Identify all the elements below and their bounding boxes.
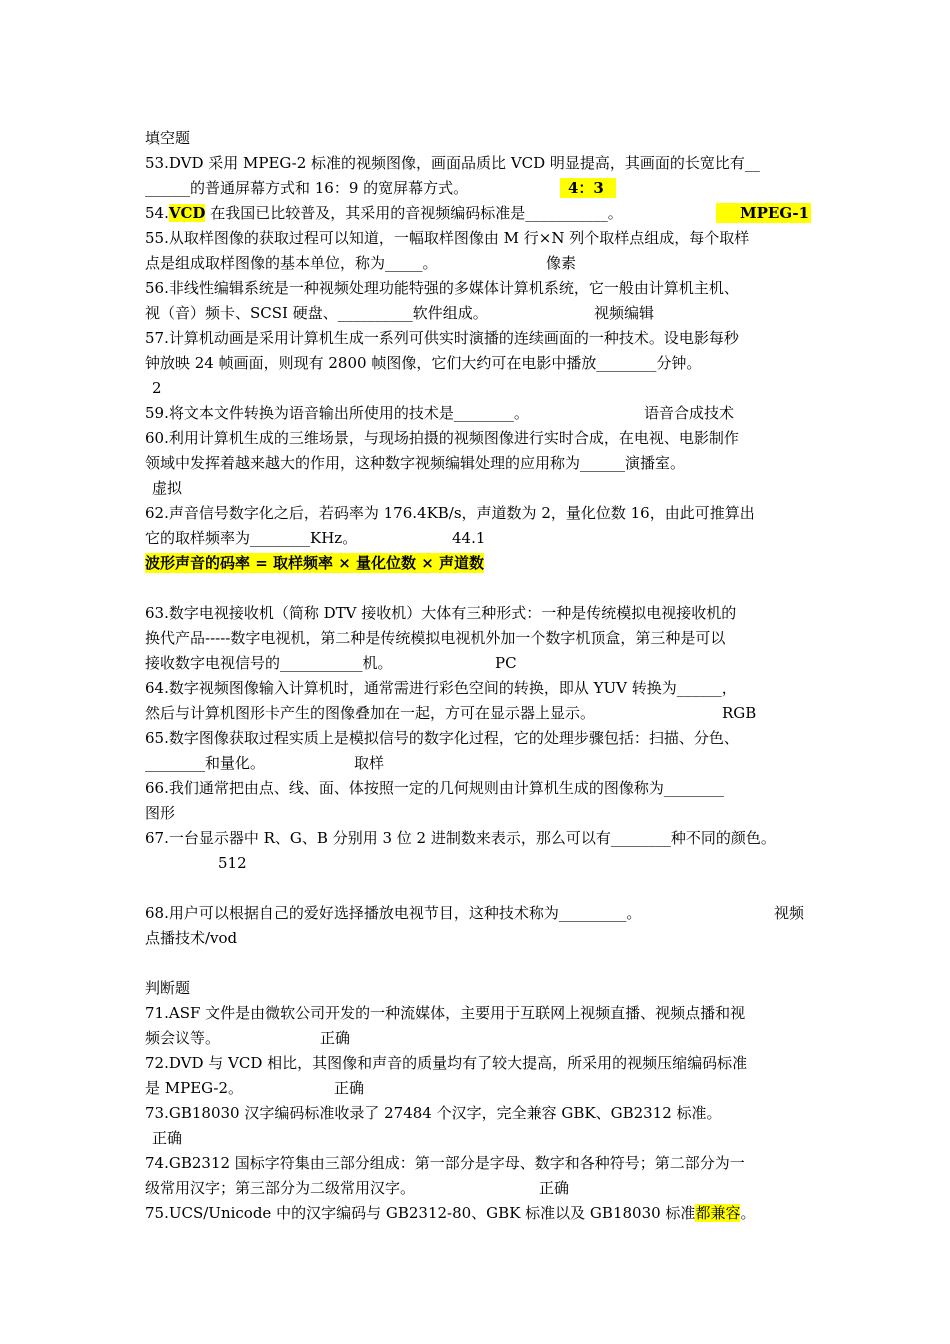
q71-answer: 正确 bbox=[320, 1029, 351, 1047]
q55-answer: 像素 bbox=[546, 254, 577, 272]
section-heading-fill-in: 填空题 bbox=[145, 129, 191, 147]
q54-text: 在我国已比较普及，其采用的音视频编码标准是___________。 bbox=[205, 204, 623, 222]
q67-line1: 67.一台显示器中 R、G、B 分别用 3 位 2 进制数来表示，那么可以有________种不同的颜色。 bbox=[145, 829, 776, 847]
q53-answer: 4：3 bbox=[560, 178, 616, 198]
q72-line1: 72.DVD 与 VCD 相比，其图像和声音的质量均有了较大提高，所采用的视频压缩编码标准 bbox=[145, 1054, 748, 1072]
q74-answer: 正确 bbox=[539, 1179, 570, 1197]
q56-answer: 视频编辑 bbox=[594, 304, 655, 322]
q65-answer: 取样 bbox=[354, 754, 385, 772]
q64-answer: RGB bbox=[722, 704, 757, 722]
q74-line1: 74.GB2312 国标字符集由三部分组成：第一部分是字母、数字和各种符号；第二部分为一 bbox=[145, 1154, 745, 1172]
q67-answer: 512 bbox=[218, 854, 247, 872]
section-heading-judge: 判断题 bbox=[145, 979, 191, 997]
q53-line2: ______的普通屏幕方式和 16：9 的宽屏幕方式。 bbox=[145, 179, 469, 197]
q74-line2: 级常用汉字；第三部分为二级常用汉字。 bbox=[145, 1179, 416, 1197]
q57-line1: 57.计算机动画是采用计算机生成一系列可供实时演播的连续画面的一种技术。设电影每秒 bbox=[145, 329, 739, 347]
q63-answer: PC bbox=[495, 654, 517, 672]
q75-text: 75.UCS/Unicode 中的汉字编码与 GB2312-80、GBK 标准以及 GB18030 标准 bbox=[145, 1204, 696, 1222]
q60-line1: 60.利用计算机生成的三维场景，与现场拍摄的视频图像进行实时合成，在电视、电影制作 bbox=[145, 429, 739, 447]
q65-line1: 65.数字图像获取过程实质上是模拟信号的数字化过程，它的处理步骤包括：扫描、分色、 bbox=[145, 729, 739, 747]
q62-answer: 44.1 bbox=[452, 529, 486, 547]
q60-line2: 领域中发挥着越来越大的作用，这种数字视频编辑处理的应用称为______演播室。 bbox=[145, 454, 686, 472]
q63-line3: 接收数字电视信号的___________机。 bbox=[145, 654, 393, 672]
q63-line1: 63.数字电视接收机（简称 DTV 接收机）大体有三种形式：一种是传统模拟电视接收机的 bbox=[145, 604, 737, 622]
q64-line1: 64.数字视频图像输入计算机时，通常需进行彩色空间的转换，即从 YUV 转换为______， bbox=[145, 679, 737, 697]
q60-answer: 虚拟 bbox=[152, 479, 183, 497]
q57-answer: 2 bbox=[152, 379, 162, 397]
q75-end: 。 bbox=[740, 1204, 756, 1222]
q68-answer-part2: 点播技术/vod bbox=[145, 929, 238, 947]
q54-number: 54. bbox=[145, 204, 169, 222]
q65-line2: ________和量化。 bbox=[145, 754, 266, 772]
q55-line2: 点是组成取样图像的基本单位，称为_____。 bbox=[145, 254, 438, 272]
q59-answer: 语音合成技术 bbox=[644, 404, 735, 422]
q62-line1: 62.声音信号数字化之后，若码率为 176.4KB/s，声道数为 2，量化位数 16，由此可推算出 bbox=[145, 504, 755, 522]
q62-line2: 它的取样频率为________KHz。 bbox=[145, 529, 358, 547]
q73-answer: 正确 bbox=[152, 1129, 183, 1147]
q63-line2: 换代产品-----数字电视机，第二种是传统模拟电视机外加一个数字机顶盒，第三种是可以 bbox=[145, 629, 726, 647]
q66-answer: 图形 bbox=[145, 804, 176, 822]
q71-line1: 71.ASF 文件是由微软公司开发的一种流媒体，主要用于互联网上视频直播、视频点播和视 bbox=[145, 1004, 746, 1022]
q55-line1: 55.从取样图像的获取过程可以知道，一幅取样图像由 M 行×N 列个取样点组成，每个取样 bbox=[145, 229, 750, 247]
q59-line1: 59.将文本文件转换为语音输出所使用的技术是________。 bbox=[145, 404, 529, 422]
q72-line2: 是 MPEG-2。 bbox=[145, 1079, 244, 1097]
q54-vcd-highlight: VCD bbox=[168, 204, 206, 222]
q71-line2: 频会议等。 bbox=[145, 1029, 221, 1047]
q62-formula-highlight: 波形声音的码率 = 取样频率 × 量化位数 × 声道数 bbox=[145, 554, 485, 572]
q54-answer: MPEG-1 bbox=[716, 203, 811, 223]
q56-line2: 视（音）频卡、SCSI 硬盘、__________软件组成。 bbox=[145, 304, 488, 322]
q75-highlight: 都兼容 bbox=[695, 1204, 741, 1222]
q57-line2: 钟放映 24 帧画面，则现有 2800 帧图像，它们大约可在电影中播放________分钟。 bbox=[145, 354, 702, 372]
q73-line1: 73.GB18030 汉字编码标准收录了 27484 个汉字，完全兼容 GBK、GB2312 标准。 bbox=[145, 1104, 722, 1122]
q66-line1: 66.我们通常把由点、线、面、体按照一定的几何规则由计算机生成的图像称为________ bbox=[145, 779, 724, 797]
q64-line2: 然后与计算机图形卡产生的图像叠加在一起，方可在显示器上显示。 bbox=[145, 704, 596, 722]
q72-answer: 正确 bbox=[334, 1079, 365, 1097]
q53-line1: 53.DVD 采用 MPEG-2 标准的视频图像，画面品质比 VCD 明显提高，其画面的长宽比有__ bbox=[145, 154, 760, 172]
q68-line1: 68.用户可以根据自己的爱好选择播放电视节目，这种技术称为_________。 bbox=[145, 904, 642, 922]
q75-line bbox=[145, 1203, 755, 1225]
q54-line bbox=[145, 203, 623, 225]
q68-answer-part1: 视频 bbox=[774, 904, 805, 922]
q56-line1: 56.非线性编辑系统是一种视频处理功能特强的多媒体计算机系统，它一般由计算机主机、 bbox=[145, 279, 739, 297]
